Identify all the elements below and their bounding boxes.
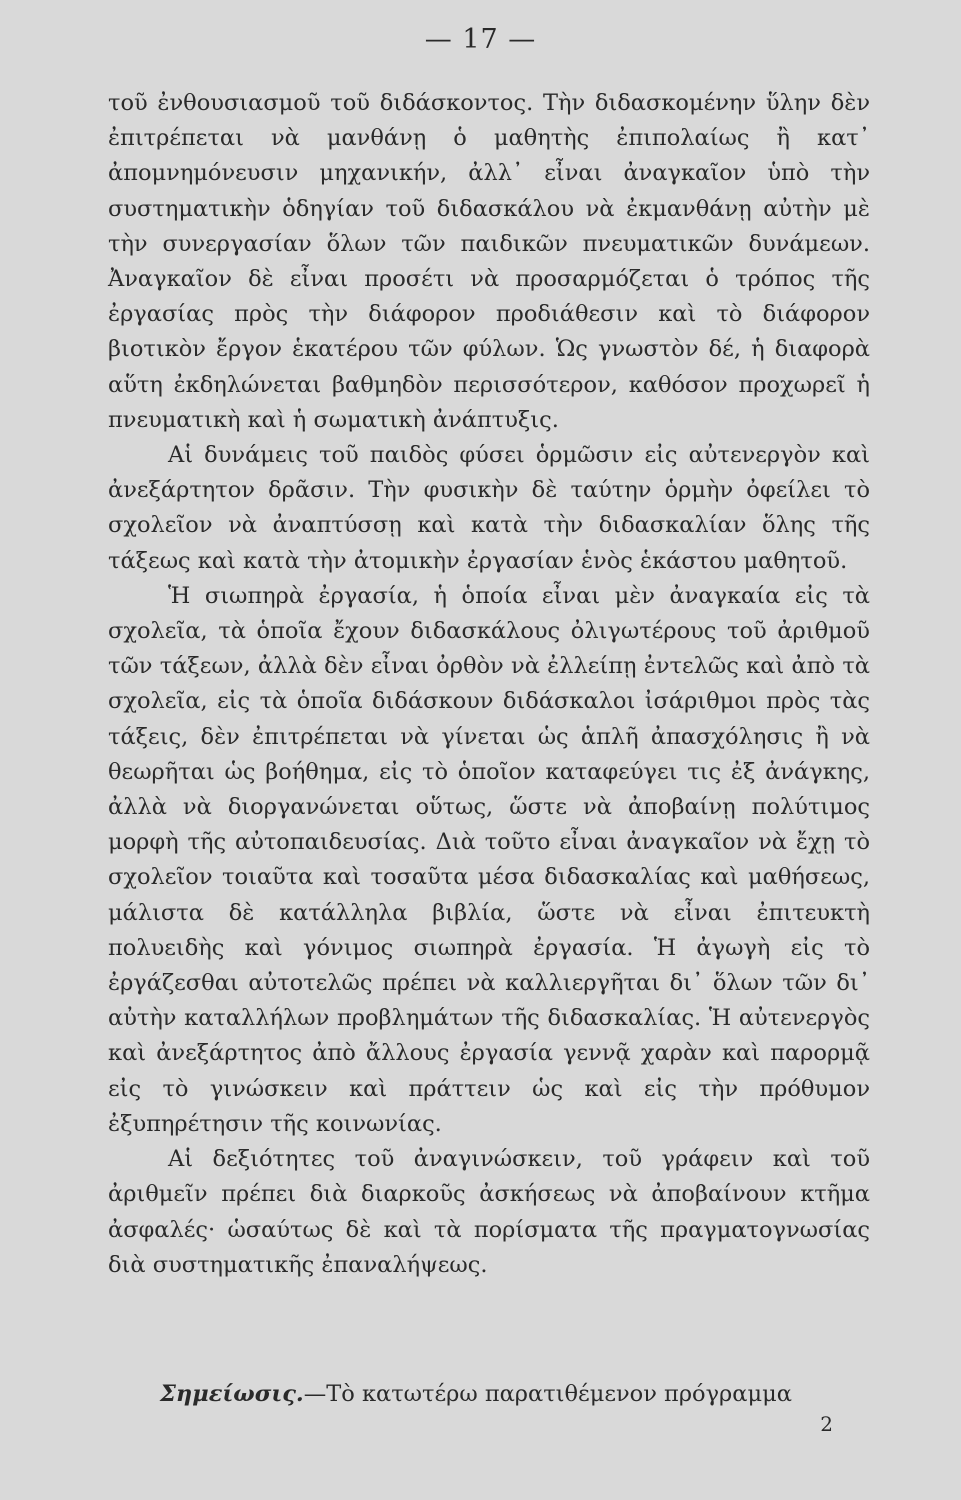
paragraph-4: Αἱ δεξιότητες τοῦ ἀναγινώσκειν, τοῦ γράφειν καὶ τοῦ ἀριθμεῖν πρέπει διὰ διαρκοῦς ἀσκήσεως νὰ ἀποβαίνουν κτῆμα ἀσφαλές· ὡσαύτως δὲ καὶ τὰ πορίσματα τῆς πραγματογνωσίας διὰ συστηματικῆς ἐπαναλήψεως. (108, 1146, 870, 1278)
paragraph-2: Αἱ δυνάμεις τοῦ παιδὸς φύσει ὁρμῶσιν εἰς αὐτενεργὸν καὶ ἀνεξάρτητον δρᾶσιν. Τὴν φυσικὴν δὲ ταύτην ὁρμὴν ὀφείλει τὸ σχολεῖον νὰ ἀναπτύσσῃ καὶ κατὰ τὴν διδασκαλίαν ὅλης τῆς τάξεως καὶ κατὰ τὴν ἀτομικὴν ἐργασίαν ἑνὸς ἑκάστου μαθητοῦ. (108, 442, 870, 574)
note-text: —Τὸ κατωτέρω παρατιθέμενον πρόγραμμα (303, 1381, 792, 1407)
body-text (108, 86, 870, 1283)
note-line (160, 1377, 870, 1412)
paragraph-3: Ἡ σιωπηρὰ ἐργασία, ἡ ὁποία εἶναι μὲν ἀναγκαία εἰς τὰ σχολεῖα, τὰ ὁποῖα ἔχουν διδασκάλους ὀλιγωτέρους τοῦ ἀριθμοῦ τῶν τάξεων, ἀλλὰ δὲν εἶναι ὀρθὸν νὰ ἐλλείπῃ ἐντελῶς καὶ ἀπὸ τὰ σχολεῖα, εἰς τὰ ὁποῖα διδάσκουν διδάσκαλοι ἰσάριθμοι πρὸς τὰς τάξεις, δὲν ἐπιτρέπεται νὰ γίνεται ὡς ἁπλῆ ἀπασχόλησις ἢ νὰ θεωρῆται ὡς βοήθημα, εἰς τὸ ὁποῖον καταφεύγει τις ἐξ ἀνάγκης, ἀλλὰ νὰ διοργανώνεται οὕτως, ὥστε νὰ ἀποβαίνῃ πολύτιμος μορφὴ τῆς αὐτοπαιδευσίας. Διὰ τοῦτο εἶναι ἀναγκαῖον νὰ ἔχῃ τὸ σχολεῖον τοιαῦτα καὶ τοσαῦτα μέσα διδασκαλίας καὶ μαθήσεως, μάλιστα δὲ κατάλληλα βιβλία, ὥστε νὰ εἶναι ἐπιτευκτὴ πολυειδὴς καὶ γόνιμος σιωπηρὰ ἐργασία. Ἡ ἀγωγὴ εἰς τὸ ἐργάζεσθαι αὐτοτελῶς πρέπει νὰ καλλιεργῆται δι᾽ ὅλων τῶν δι᾽ αὐτὴν καταλλήλων προβλημάτων τῆς διδασκαλίας. Ἡ αὐτενεργὸς καὶ ἀνεξάρτητος ἀπὸ ἄλλους ἐργασία γεννᾷ χαρὰν καὶ παρορμᾷ εἰς τὸ γινώσκειν καὶ πράττειν ὡς καὶ εἰς τὴν πρόθυμον ἐξυπηρέτησιν τῆς κοινωνίας. (108, 582, 870, 1137)
page-number: — 17 — (424, 24, 537, 55)
paragraph-1: τοῦ ἐνθουσιασμοῦ τοῦ διδάσκοντος. Τὴν διδασκομένην ὕλην δὲν ἐπιτρέπεται νὰ μανθάνῃ ὁ μαθητὴς ἐπιπολαίως ἢ κατ᾽ ἀπομνημόνευσιν μηχανικήν, ἀλλ᾽ εἶναι ἀναγκαῖον ὑπὸ τὴν συστηματικὴν ὁδηγίαν τοῦ διδασκάλου νὰ ἐκμανθάνῃ αὐτὴν μὲ τὴν συνεργασίαν ὅλων τῶν παιδικῶν πνευματικῶν δυνάμεων. Ἀναγκαῖον δὲ εἶναι προσέτι νὰ προσαρμόζεται ὁ τρόπος τῆς ἐργασίας πρὸς τὴν διάφορον προδιάθεσιν καὶ τὸ διάφορον βιοτικὸν ἔργον ἑκατέρου τῶν φύλων. Ὡς γνωστὸν δέ, ἡ διαφορὰ αὕτη ἐκδηλώνεται βαθμηδὸν περισσότερον, καθόσον προχωρεῖ ἡ πνευματικὴ καὶ ἡ σωματικὴ ἀνάπτυξις. (108, 90, 870, 433)
note-label: Σημείωσις. (160, 1381, 304, 1407)
signature-mark: 2 (820, 1412, 833, 1436)
